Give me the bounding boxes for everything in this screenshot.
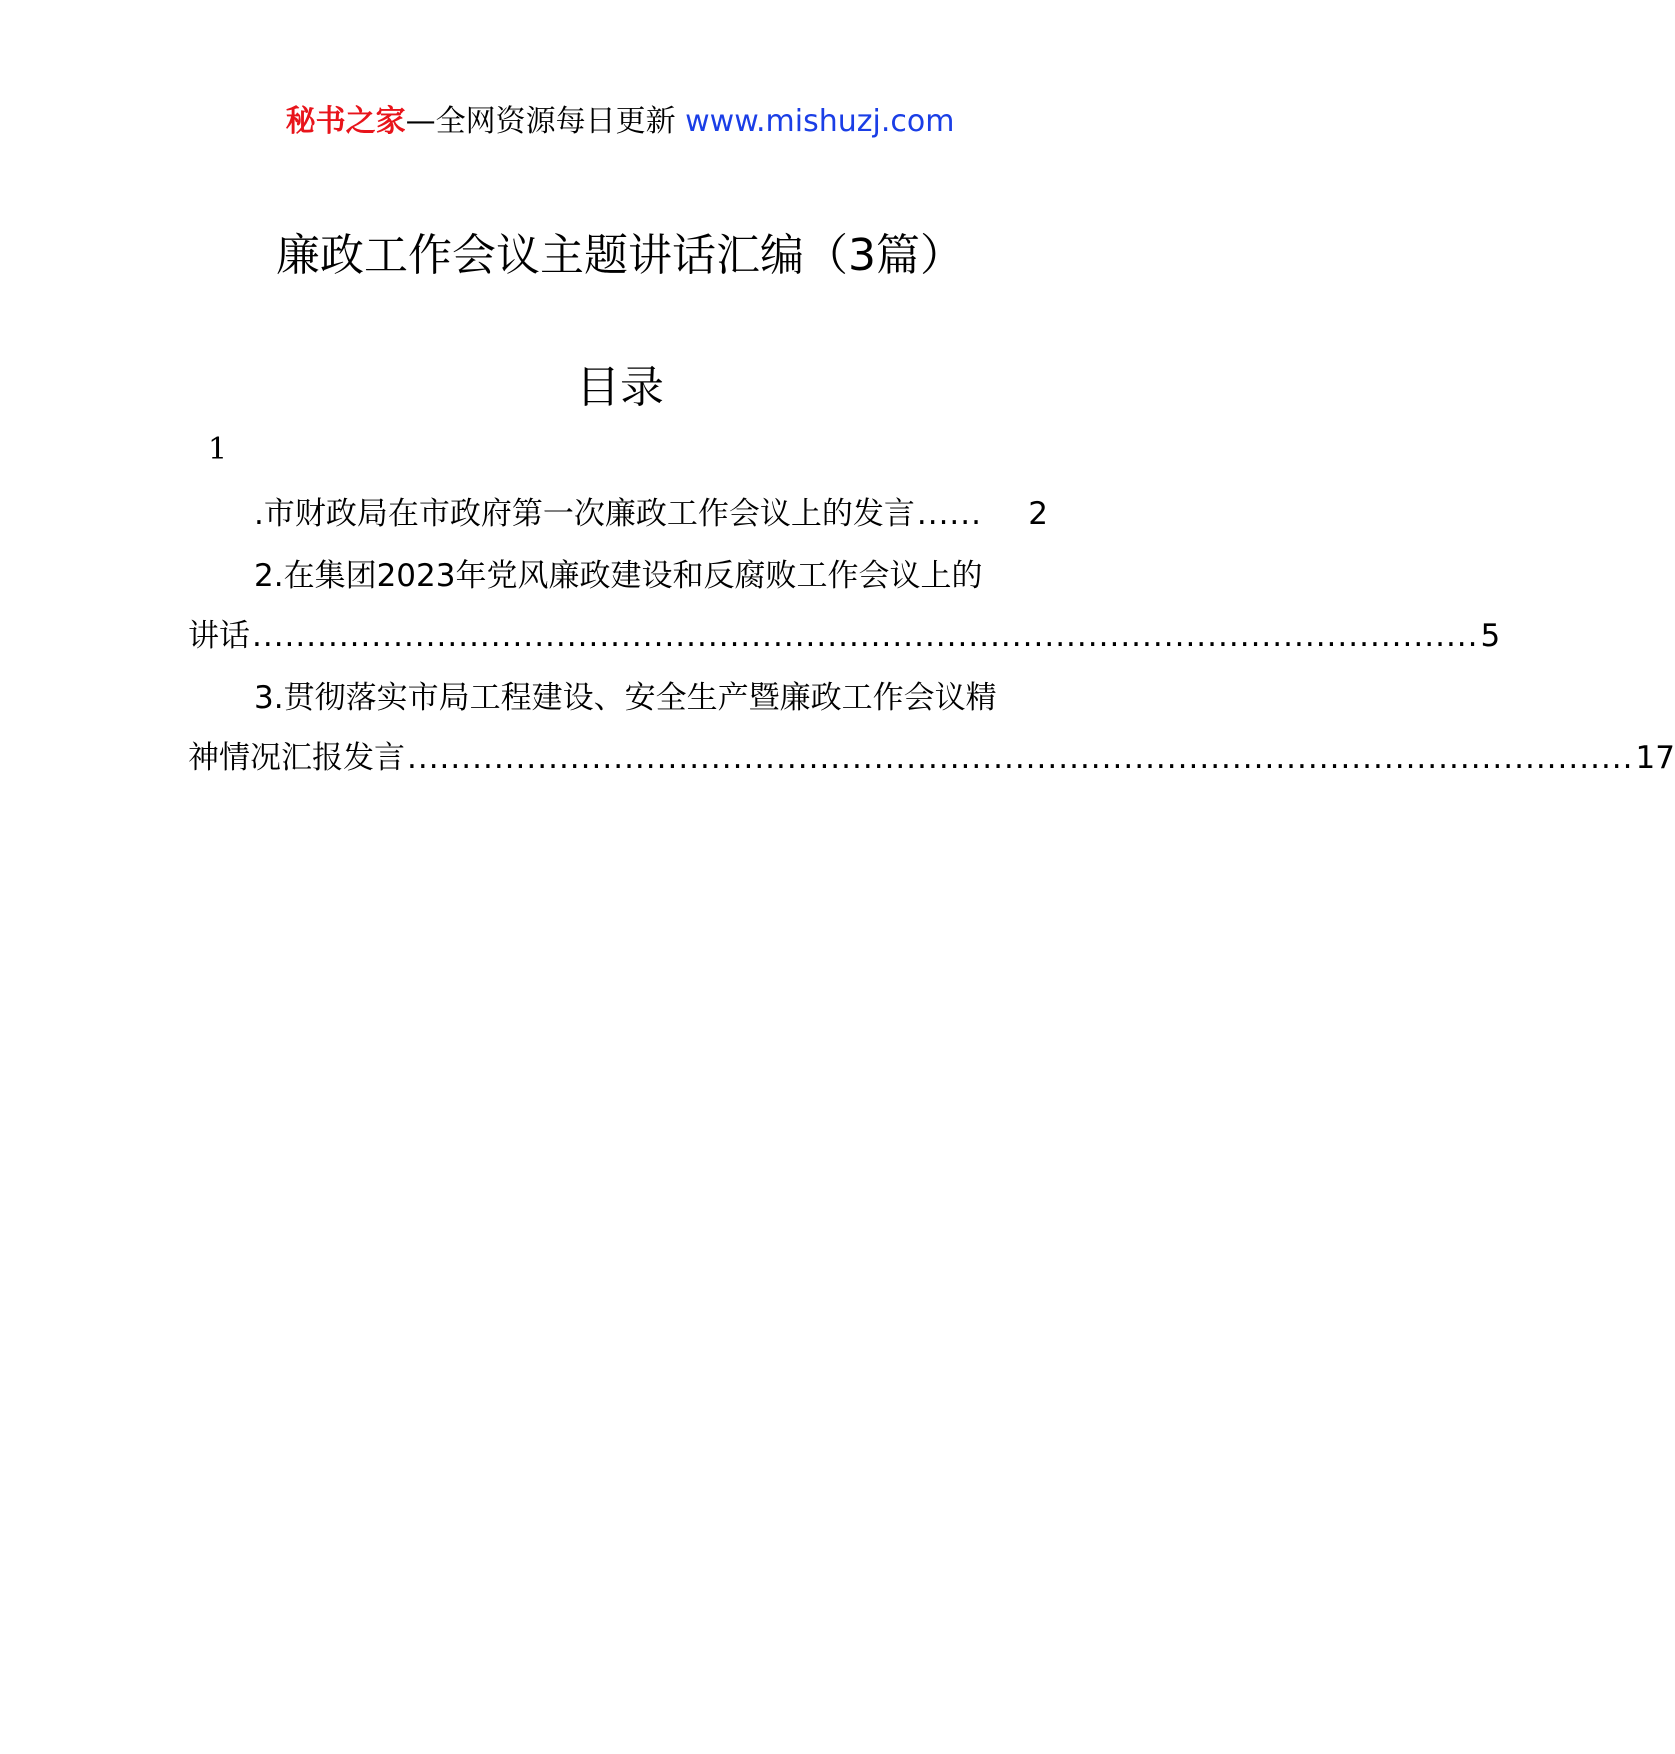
header-tagline: —全网资源每日更新 [405,104,676,139]
toc-item-2-line1[interactable] [188,554,1048,598]
toc-item-2-title: 2.在集团2023年党风廉政建设和反腐败工作会议上的 [254,558,983,594]
toc-item-1-title: .市财政局在市政府第一次廉政工作会议上的发言 [254,496,915,532]
toc-item-3-title-cont: 神情况汇报发言 [188,740,405,776]
toc-item-3-leader: ................................................................................................................. [407,740,1634,776]
toc-item-1[interactable] [188,492,1048,536]
toc-heading: 目录 [576,362,664,413]
document-title: 廉政工作会议主题讲话汇编（3篇） [276,230,964,281]
toc-item-3-line1[interactable] [188,676,1048,720]
toc-item-2-leader: ................................................................................................................. [252,618,1479,654]
toc-item-3-page: 17 [1635,740,1675,776]
toc-item-1-page: 2 [1028,496,1048,532]
toc-item-2-title-cont: 讲话 [188,618,250,654]
stray-number: 1 [208,432,228,467]
brand-name: 秘书之家 [285,104,406,139]
toc-item-2-line2[interactable] [188,614,1501,658]
toc-item-2-page: 5 [1480,618,1501,654]
toc-item-1-leader: ...... [916,496,982,532]
site-header [0,102,1240,142]
toc-item-3-title: 3.贯彻落实市局工程建设、安全生产暨廉政工作会议精 [254,680,997,716]
toc-item-3-line2[interactable] [188,736,1675,780]
site-url-link[interactable]: www.mishuzj.com [685,104,955,139]
